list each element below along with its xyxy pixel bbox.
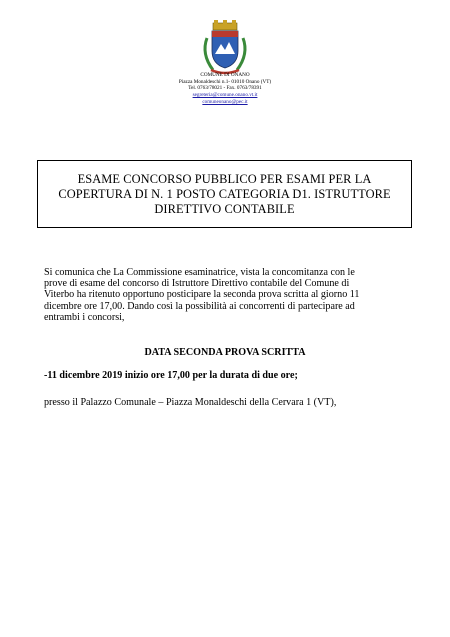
document-title <box>58 172 390 217</box>
paragraph-line: prove di esame del concorso di Istruttore Direttivo contabile del Comune di <box>44 278 350 290</box>
letterhead <box>0 72 450 106</box>
title-line: ESAME CONCORSO PUBBLICO PER ESAMI PER LA <box>77 171 372 186</box>
email-link[interactable]: segreteria@comune.onano.vt.it <box>192 92 258 99</box>
coat-of-arms-icon <box>199 20 251 76</box>
exam-location-line: presso il Palazzo Comunale – Piazza Monaldeschi della Cervara 1 (VT), <box>44 397 337 408</box>
exam-date-line: -11 dicembre 2019 inizio ore 17,00 per la durata di due ore; <box>44 370 298 381</box>
notice-paragraph <box>44 267 404 323</box>
title-box <box>37 160 412 228</box>
paragraph-line: Si comunica che La Commissione esaminatrice, vista la concomitanza con le <box>44 267 355 278</box>
address-line: Piazza Monaldeschi n.1- 01010 Onano (VT) <box>178 78 272 85</box>
phone-fax-line: Tel. 0763/78021 - Fax. 0763/78391 <box>188 85 262 92</box>
title-line: DIRETTIVO CONTABILE <box>154 201 295 216</box>
section-subheading: DATA SECONDA PROVA SCRITTA <box>144 347 306 358</box>
paragraph-line: entrambi i concorsi, <box>44 311 125 323</box>
paragraph-line: Viterbo ha ritenuto opportuno posticipare la seconda prova scritta al giorno 11 <box>44 289 360 301</box>
paragraph-line: dicembre ore 17,00. Dando così la possibilità ai concorrenti di partecipare ad <box>44 300 355 312</box>
pec-link[interactable]: comuneonano@pec.it <box>202 98 248 105</box>
title-line: COPERTURA DI N. 1 POSTO CATEGORIA D1. ISTRUTTORE <box>58 186 391 201</box>
municipality-name: COMUNE DI ONANO <box>200 72 250 78</box>
